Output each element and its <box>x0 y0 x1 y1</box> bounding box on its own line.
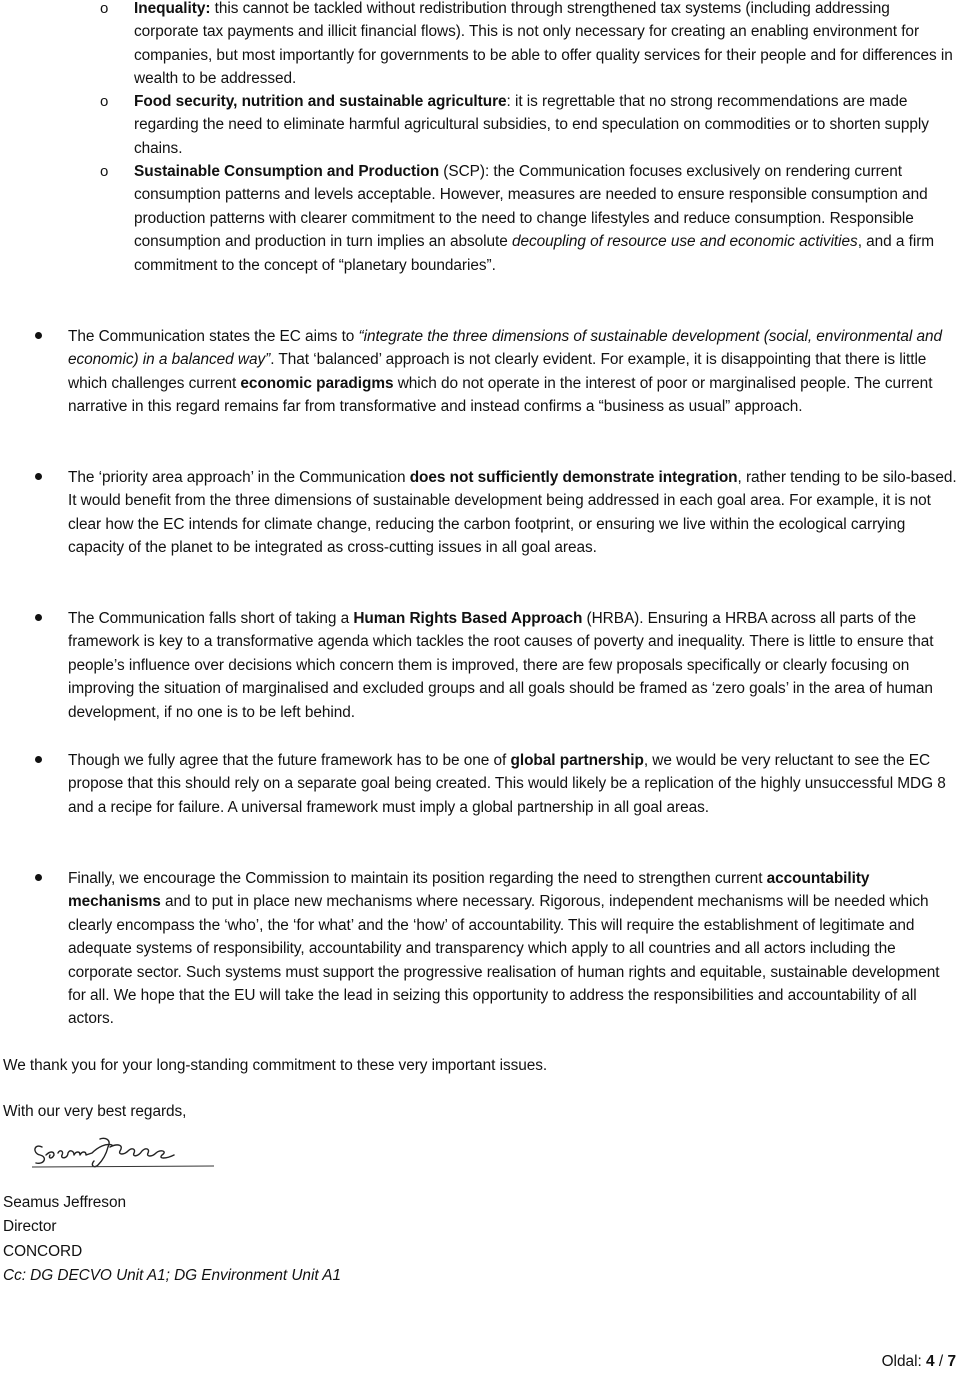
bullet-human-rights <box>68 607 960 724</box>
sub-item-italic: decoupling of resource use and economic activities <box>511 233 858 251</box>
bullet-text: Though we fully agree that the future framework has to be one of <box>68 752 511 769</box>
closing-thanks: We thank you for your long-standing commitment to these very important issues. <box>3 1057 548 1074</box>
bullet-priority-area <box>68 466 960 560</box>
signatory-role: Director <box>3 1218 57 1235</box>
bullet-dot <box>35 756 42 763</box>
page-total: 7 <box>947 1353 956 1370</box>
sub-item-heading: Food security, nutrition and sustainable agriculture <box>134 93 507 110</box>
sub-item-text: : it is regrettable that no strong recommendations are made regarding the need to eliminate harmful agricultural subsidies, to end speculation on commodities or to shorten supply chains. <box>134 93 929 157</box>
sub-item-food-security <box>134 90 958 160</box>
bullet-dot <box>35 874 42 881</box>
bullet-emphasis: Human Rights Based Approach <box>353 610 583 627</box>
bullet-emphasis: global partnership <box>510 752 644 769</box>
sub-item-marker: o <box>100 0 109 17</box>
sub-item-heading: Inequality: <box>134 0 211 17</box>
bullet-dot <box>35 614 42 621</box>
bullet-text: , rather tending to be silo-based. It would benefit from the three dimensions of sustainable development being addressed in each goal area. For example, it is not clear how the EC intends for climate change, reducing the carbon footprint, or ensuring we live within the ecological carrying capacity of the planet to be integrated as cross-cutting issues in all goal areas. <box>68 469 957 557</box>
signatory-name: Seamus Jeffreson <box>3 1194 126 1211</box>
signature-image <box>28 1133 220 1177</box>
cc-line: Cc: DG DECVO Unit A1; DG Environment Unit A1 <box>3 1267 341 1284</box>
sub-item-marker: o <box>100 93 109 110</box>
bullet-emphasis: economic paradigms <box>240 374 394 392</box>
page-separator: / <box>934 1353 948 1370</box>
bullet-accountability <box>68 867 960 1031</box>
page-label: Oldal: <box>881 1353 927 1370</box>
bullet-text: The Communication falls short of taking a <box>68 610 354 627</box>
signatory-organisation: CONCORD <box>3 1243 83 1260</box>
sub-item-text: this cannot be tackled without redistribution through strengthened tax systems (including addressing corporate tax payments and illicit financial flows). This is not only necessary for creating an enabling environment for companies, but most importantly for governments to be able to offer quality services for their people and for differences in wealth to be addressed. <box>134 0 953 88</box>
bullet-text: Finally, we encourage the Commission to maintain its position regarding the need to strengthen current <box>68 870 767 887</box>
bullet-text: The ‘priority area approach’ in the Communication <box>68 469 410 486</box>
bullet-emphasis: does not sufficiently demonstrate integration <box>409 469 738 486</box>
bullet-integration-dimensions <box>68 325 960 419</box>
bullet-text: The Communication states the EC aims to <box>68 328 359 345</box>
bullet-dot <box>35 332 42 339</box>
sub-item-heading: Sustainable Consumption and Production <box>134 163 440 180</box>
bullet-global-partnership <box>68 749 960 819</box>
bullet-text: which do not operate in the interest of poor or marginalised people. The current narrative in this regard remains far from transformative and instead confirms a “business as usual” approach. <box>68 374 933 416</box>
sub-item-marker: o <box>100 163 109 180</box>
sub-item-scp <box>134 160 958 277</box>
bullet-text: . That ‘balanced’ approach is not clearly evident. For example, it is disappointing that there is little which challenges current <box>68 351 927 392</box>
sub-item-text: (SCP): the Communication focuses exclusively on rendering current consumption patterns and levels acceptable. However, measures are needed to ensure responsible consumption and production patterns with clearer commitment to the need to change lifestyles and reduce consumption. Responsible consumption and production in turn implies an absolute <box>134 163 928 251</box>
bullet-emphasis: accountability mechanisms <box>68 870 870 911</box>
bullet-text: (HRBA). Ensuring a HRBA across all parts of the framework is key to a transformative agenda which tackles the root causes of poverty and inequality. There is little to ensure that people’s influence over decisions which concern them is improved, there are few proposals specifically or clearly focusing on improving the situation of marginalised and excluded groups and all goals should be framed as ‘zero goals’ in the area of human development, if no one is to be left behind. <box>68 610 934 721</box>
sub-item-inequality <box>134 0 958 91</box>
page-current: 4 <box>926 1353 935 1370</box>
closing-regards: With our very best regards, <box>3 1103 187 1120</box>
bullet-text: , we would be very reluctant to see the EC propose that this should rely on a separate goal being created. This would likely be a replication of the highly unsuccessful MDG 8 and a recipe for failure. A universal framework must imply a global partnership in all goal areas. <box>68 752 946 816</box>
bullet-text: and to put in place new mechanisms where necessary. Rigorous, independent mechanisms will be needed which clearly encompass the ‘who’, the ‘for what’ and the ‘how’ of accountability. This will require the establishment of legitimate and adequate systems of responsibility, accountability and transparency which apply to all countries and all actors including the corporate sector. Such systems must support the progressive realisation of human rights and equitable, sustainable development for all. We hope that the EU will take the lead in seizing this opportunity to address the responsibilities and accountability of all actors. <box>68 893 940 1028</box>
bullet-quote: “integrate the three dimensions of sustainable development (social, environmental and economic) in a balanced way” <box>68 328 943 369</box>
bullet-dot <box>35 473 42 480</box>
page-number <box>882 1352 956 1372</box>
sub-item-text: , and a firm commitment to the concept of “planetary boundaries”. <box>134 233 935 274</box>
